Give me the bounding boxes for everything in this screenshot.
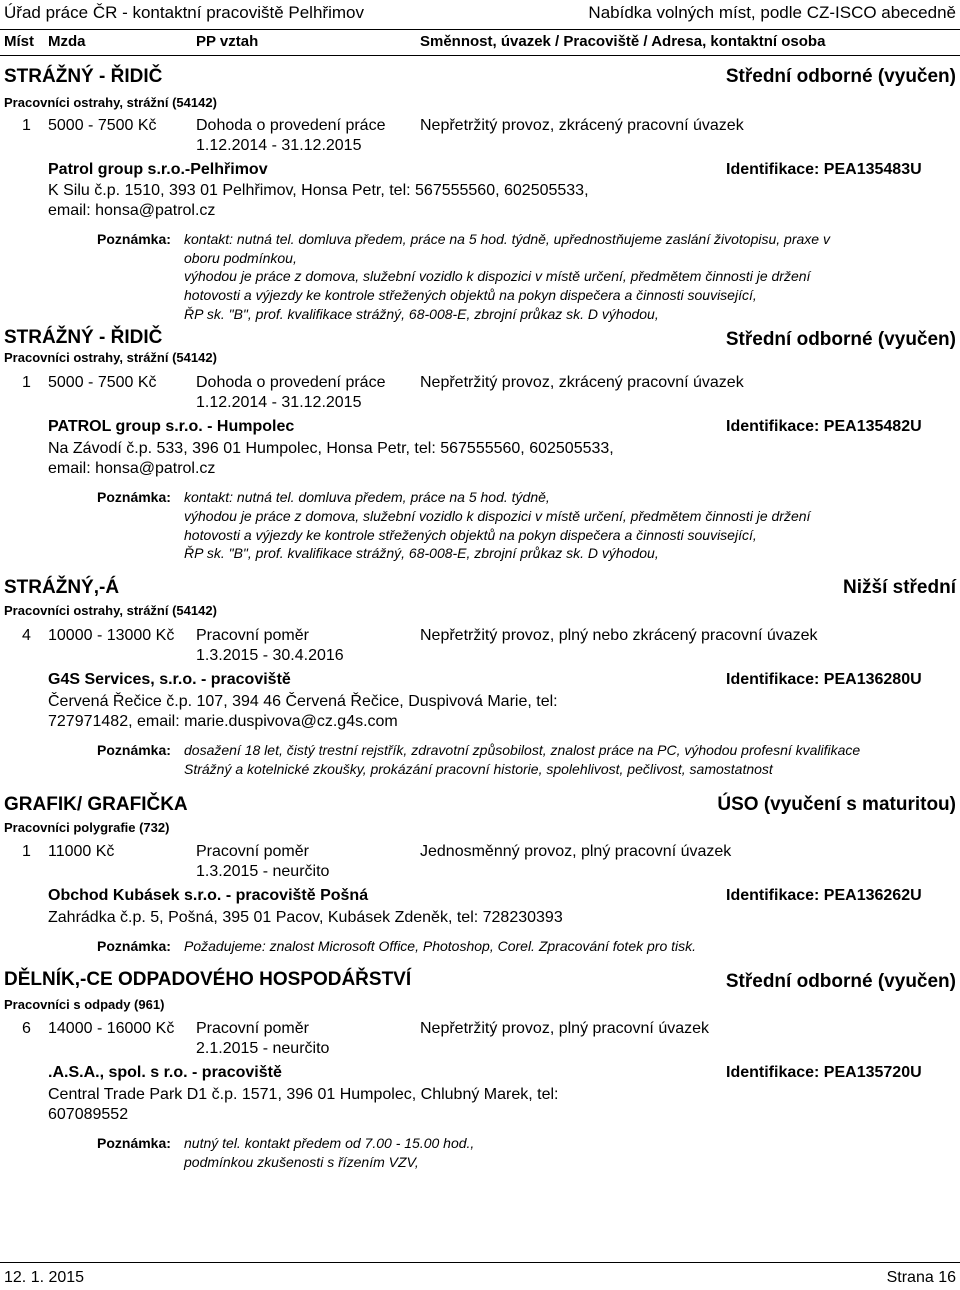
document-subtitle: Nabídka volných míst, podle CZ-ISCO abecedně <box>588 3 956 22</box>
vacancy-count: 1 <box>22 374 31 391</box>
note-line: výhodou je práce z domova, služební vozidlo k dispozici v místě určení, předmětem činnosti je držení <box>184 508 811 524</box>
wage: 10000 - 13000 Kč <box>48 627 175 644</box>
vacancy-count: 1 <box>22 117 31 134</box>
employer-name: Patrol group s.r.o.-Pelhřimov <box>48 161 268 178</box>
listing-id: Identifikace: PEA135483U <box>726 161 922 178</box>
shift-pattern: Nepřetržitý provoz, plný nebo zkrácený pracovní úvazek <box>420 627 818 644</box>
job-title: STRÁŽNÝ - ŘIDIČ <box>4 66 163 87</box>
note-line: kontakt: nutná tel. domluva předem, práce na 5 hod. týdně, <box>184 489 550 505</box>
employment-relation: Pracovní poměr <box>196 1020 309 1037</box>
listing-id: Identifikace: PEA136280U <box>726 671 922 688</box>
column-header-divider <box>0 55 960 56</box>
employer-name: PATROL group s.r.o. - Humpolec <box>48 418 295 435</box>
employer-name: G4S Services, s.r.o. - pracoviště <box>48 671 291 688</box>
listing-id: Identifikace: PEA136262U <box>726 887 922 904</box>
job-title: DĚLNÍK,-CE ODPADOVÉHO HOSPODÁŘSTVÍ <box>4 969 412 990</box>
wage: 14000 - 16000 Kč <box>48 1020 175 1037</box>
address-line: Na Závodí č.p. 533, 396 01 Humpolec, Honsa Petr, tel: 567555560, 602505533, <box>48 440 614 457</box>
address-line: 727971482, email: marie.duspivova@cz.g4s.com <box>48 713 398 730</box>
note-line: hotovosti a výjezdy ke kontrole střežených objektů na pokyn dispečera a činnosti související, <box>184 287 757 303</box>
note-line: Požadujeme: znalost Microsoft Office, Photoshop, Corel. Zpracování fotek pro tisk. <box>184 938 697 954</box>
note-line: ŘP sk. "B", prof. kvalifikace strážný, 68-008-E, zbrojní průkaz sk. D výhodou, <box>184 545 659 561</box>
note-line: podmínkou zkušenosti s řízením VZV, <box>184 1154 419 1170</box>
date-range: 2.1.2015 - neurčito <box>196 1040 330 1057</box>
job-title: STRÁŽNÝ,-Á <box>4 577 120 598</box>
employer-name: Obchod Kubásek s.r.o. - pracoviště Pošná <box>48 887 369 904</box>
wage: 11000 Kč <box>48 843 115 860</box>
occupation-group: Pracovníci s odpady (961) <box>4 997 165 1012</box>
shift-pattern: Nepřetržitý provoz, plný pracovní úvazek <box>420 1020 710 1037</box>
education-level: Střední odborné (vyučen) <box>725 66 956 87</box>
note-label: Poznámka: <box>97 742 171 758</box>
education-level: Nižší střední <box>843 577 956 598</box>
listing-id: Identifikace: PEA135482U <box>726 418 922 435</box>
address-line: email: honsa@patrol.cz <box>48 460 216 477</box>
occupation-group: Pracovníci polygrafie (732) <box>4 820 170 835</box>
note-line: výhodou je práce z domova, služební vozidlo k dispozici v místě určení, předmětem činnosti je držení <box>184 268 811 284</box>
note-line: hotovosti a výjezdy ke kontrole střežených objektů na pokyn dispečera a činnosti související, <box>184 527 757 543</box>
column-header-shift: Směnnost, úvazek / Pracoviště / Adresa, kontaktní osoba <box>420 33 826 50</box>
date-range: 1.3.2015 - neurčito <box>196 863 330 880</box>
header-divider <box>0 29 960 30</box>
shift-pattern: Nepřetržitý provoz, zkrácený pracovní úvazek <box>420 117 744 134</box>
wage: 5000 - 7500 Kč <box>48 117 157 134</box>
page-number: Strana 16 <box>886 1269 956 1286</box>
address-line: Zahrádka č.p. 5, Pošná, 395 01 Pacov, Kubásek Zdeněk, tel: 728230393 <box>48 909 563 926</box>
shift-pattern: Jednosměnný provoz, plný pracovní úvazek <box>420 843 732 860</box>
date-range: 1.12.2014 - 31.12.2015 <box>196 137 362 154</box>
vacancy-count: 6 <box>22 1020 31 1037</box>
address-line: Central Trade Park D1 č.p. 1571, 396 01 Humpolec, Chlubný Marek, tel: <box>48 1086 559 1103</box>
note-line: dosažení 18 let, čistý trestní rejstřík, zdravotní způsobilost, znalost práce na PC, výhodou profesní kvalifikace <box>184 742 861 758</box>
wage: 5000 - 7500 Kč <box>48 374 157 391</box>
education-level: Střední odborné (vyučen) <box>725 971 956 992</box>
column-header-mist: Míst <box>4 33 34 50</box>
note-line: ŘP sk. "B", prof. kvalifikace strážný, 68-008-E, zbrojní průkaz sk. D výhodou, <box>184 306 659 322</box>
date-range: 1.12.2014 - 31.12.2015 <box>196 394 362 411</box>
employment-relation: Pracovní poměr <box>196 627 309 644</box>
document-title: Úřad práce ČR - kontaktní pracoviště Pelhřimov <box>4 3 364 22</box>
note-line: nutný tel. kontakt předem od 7.00 - 15.00 hod., <box>184 1135 475 1151</box>
address-line: Červená Řečice č.p. 107, 394 46 Červená Řečice, Duspivová Marie, tel: <box>48 693 558 710</box>
job-title: GRAFIK/ GRAFIČKA <box>4 794 188 815</box>
note-line: kontakt: nutná tel. domluva předem, práce na 5 hod. týdně, upřednostňujeme zaslání životopisu, praxe v <box>184 231 830 247</box>
address-line: K Silu č.p. 1510, 393 01 Pelhřimov, Honsa Petr, tel: 567555560, 602505533, <box>48 182 589 199</box>
column-header-mzda: Mzda <box>48 33 86 50</box>
vacancy-count: 4 <box>22 627 31 644</box>
note-label: Poznámka: <box>97 938 171 954</box>
employment-relation: Dohoda o provedení práce <box>196 117 386 134</box>
employment-relation: Dohoda o provedení práce <box>196 374 386 391</box>
note-label: Poznámka: <box>97 231 171 247</box>
column-header-pp-vztah: PP vztah <box>196 33 259 50</box>
occupation-group: Pracovníci ostrahy, strážní (54142) <box>4 603 217 618</box>
employer-name: .A.S.A., spol. s r.o. - pracoviště <box>48 1064 282 1081</box>
job-title: STRÁŽNÝ - ŘIDIČ <box>4 327 163 348</box>
education-level: Střední odborné (vyučen) <box>725 329 956 350</box>
footer-date: 12. 1. 2015 <box>4 1269 85 1286</box>
shift-pattern: Nepřetržitý provoz, zkrácený pracovní úvazek <box>420 374 744 391</box>
address-line: 607089552 <box>48 1106 129 1123</box>
address-line: email: honsa@patrol.cz <box>48 202 216 219</box>
note-line: Strážný a kotelnické zkoušky, prokázání pracovní historie, spolehlivost, pečlivost, samostatnost <box>184 761 773 777</box>
education-level: ÚSO (vyučení s maturitou) <box>717 794 956 815</box>
employment-relation: Pracovní poměr <box>196 843 309 860</box>
note-label: Poznámka: <box>97 489 171 505</box>
listing-id: Identifikace: PEA135720U <box>726 1064 922 1081</box>
note-line: oboru podmínkou, <box>184 250 297 266</box>
date-range: 1.3.2015 - 30.4.2016 <box>196 647 344 664</box>
note-label: Poznámka: <box>97 1135 171 1151</box>
occupation-group: Pracovníci ostrahy, strážní (54142) <box>4 95 217 110</box>
occupation-group: Pracovníci ostrahy, strážní (54142) <box>4 350 217 365</box>
vacancy-count: 1 <box>22 843 31 860</box>
footer-divider <box>0 1262 960 1263</box>
